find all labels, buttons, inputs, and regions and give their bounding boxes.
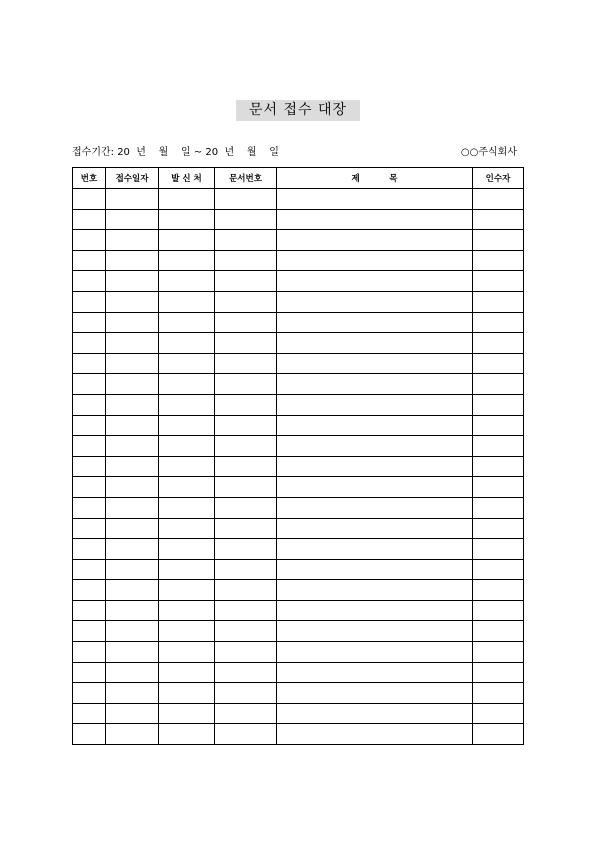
cell-subject — [277, 580, 473, 601]
cell-recipient — [473, 374, 524, 395]
cell-document-number — [215, 209, 277, 230]
cell-document-number — [215, 539, 277, 560]
cell-receipt-date — [106, 209, 159, 230]
cell-recipient — [473, 559, 524, 580]
header-receipt-date: 접수일자 — [106, 168, 159, 189]
cell-receipt-date — [106, 353, 159, 374]
cell-number — [73, 724, 106, 745]
cell-subject — [277, 600, 473, 621]
cell-subject — [277, 436, 473, 457]
cell-sender — [159, 724, 215, 745]
cell-subject — [277, 230, 473, 251]
cell-number — [73, 209, 106, 230]
cell-recipient — [473, 724, 524, 745]
cell-sender — [159, 703, 215, 724]
cell-sender — [159, 600, 215, 621]
reception-period: 접수기간: 20 년 월 일 ~ 20 년 월 일 — [72, 147, 279, 158]
table-row — [73, 662, 524, 683]
cell-receipt-date — [106, 312, 159, 333]
cell-number — [73, 497, 106, 518]
cell-recipient — [473, 209, 524, 230]
table-row — [73, 518, 524, 539]
cell-receipt-date — [106, 477, 159, 498]
cell-receipt-date — [106, 271, 159, 292]
table-row — [73, 683, 524, 704]
cell-document-number — [215, 230, 277, 251]
cell-number — [73, 600, 106, 621]
table-row — [73, 230, 524, 251]
cell-receipt-date — [106, 415, 159, 436]
cell-subject — [277, 291, 473, 312]
cell-number — [73, 250, 106, 271]
cell-recipient — [473, 436, 524, 457]
cell-sender — [159, 394, 215, 415]
cell-receipt-date — [106, 497, 159, 518]
cell-number — [73, 580, 106, 601]
cell-number — [73, 456, 106, 477]
cell-subject — [277, 621, 473, 642]
cell-subject — [277, 703, 473, 724]
cell-recipient — [473, 415, 524, 436]
table-row — [73, 353, 524, 374]
cell-number — [73, 559, 106, 580]
header-number: 번호 — [73, 168, 106, 189]
cell-recipient — [473, 683, 524, 704]
table-header-row — [73, 168, 524, 189]
table-row — [73, 374, 524, 395]
cell-document-number — [215, 621, 277, 642]
cell-receipt-date — [106, 456, 159, 477]
cell-recipient — [473, 662, 524, 683]
cell-number — [73, 621, 106, 642]
cell-document-number — [215, 415, 277, 436]
cell-subject — [277, 559, 473, 580]
cell-recipient — [473, 600, 524, 621]
cell-recipient — [473, 230, 524, 251]
cell-document-number — [215, 333, 277, 354]
cell-subject — [277, 497, 473, 518]
cell-sender — [159, 312, 215, 333]
table-body — [73, 189, 524, 745]
header-recipient: 인수자 — [473, 168, 524, 189]
cell-receipt-date — [106, 291, 159, 312]
cell-number — [73, 662, 106, 683]
cell-subject — [277, 374, 473, 395]
cell-sender — [159, 497, 215, 518]
cell-number — [73, 642, 106, 663]
cell-document-number — [215, 600, 277, 621]
cell-receipt-date — [106, 642, 159, 663]
cell-receipt-date — [106, 559, 159, 580]
cell-document-number — [215, 683, 277, 704]
cell-recipient — [473, 497, 524, 518]
cell-sender — [159, 621, 215, 642]
cell-receipt-date — [106, 621, 159, 642]
cell-document-number — [215, 374, 277, 395]
cell-sender — [159, 353, 215, 374]
cell-sender — [159, 539, 215, 560]
cell-receipt-date — [106, 250, 159, 271]
table-row — [73, 291, 524, 312]
cell-number — [73, 436, 106, 457]
cell-sender — [159, 477, 215, 498]
cell-subject — [277, 539, 473, 560]
cell-sender — [159, 291, 215, 312]
cell-receipt-date — [106, 394, 159, 415]
cell-sender — [159, 662, 215, 683]
cell-number — [73, 374, 106, 395]
cell-number — [73, 189, 106, 210]
cell-subject — [277, 353, 473, 374]
cell-sender — [159, 559, 215, 580]
cell-recipient — [473, 291, 524, 312]
cell-recipient — [473, 539, 524, 560]
cell-sender — [159, 518, 215, 539]
cell-document-number — [215, 312, 277, 333]
cell-document-number — [215, 518, 277, 539]
cell-number — [73, 683, 106, 704]
cell-number — [73, 539, 106, 560]
cell-sender — [159, 580, 215, 601]
cell-subject — [277, 189, 473, 210]
cell-recipient — [473, 271, 524, 292]
cell-document-number — [215, 703, 277, 724]
cell-number — [73, 333, 106, 354]
company-name: ○○주식회사 — [460, 147, 517, 158]
cell-recipient — [473, 518, 524, 539]
cell-document-number — [215, 477, 277, 498]
cell-recipient — [473, 312, 524, 333]
cell-document-number — [215, 580, 277, 601]
table-row — [73, 724, 524, 745]
cell-number — [73, 312, 106, 333]
cell-receipt-date — [106, 539, 159, 560]
cell-recipient — [473, 456, 524, 477]
cell-number — [73, 394, 106, 415]
info-line — [72, 145, 523, 161]
cell-document-number — [215, 250, 277, 271]
cell-subject — [277, 312, 473, 333]
cell-number — [73, 518, 106, 539]
cell-subject — [277, 271, 473, 292]
cell-sender — [159, 333, 215, 354]
cell-sender — [159, 209, 215, 230]
cell-number — [73, 415, 106, 436]
cell-recipient — [473, 580, 524, 601]
table-row — [73, 333, 524, 354]
cell-document-number — [215, 353, 277, 374]
cell-subject — [277, 642, 473, 663]
cell-recipient — [473, 394, 524, 415]
table-row — [73, 477, 524, 498]
cell-recipient — [473, 621, 524, 642]
cell-sender — [159, 189, 215, 210]
table-row — [73, 600, 524, 621]
cell-document-number — [215, 559, 277, 580]
table-row — [73, 271, 524, 292]
table-row — [73, 703, 524, 724]
cell-number — [73, 703, 106, 724]
cell-sender — [159, 230, 215, 251]
cell-number — [73, 477, 106, 498]
table-row — [73, 394, 524, 415]
cell-recipient — [473, 333, 524, 354]
cell-subject — [277, 415, 473, 436]
table-row — [73, 621, 524, 642]
cell-recipient — [473, 642, 524, 663]
cell-receipt-date — [106, 662, 159, 683]
cell-document-number — [215, 724, 277, 745]
cell-subject — [277, 518, 473, 539]
cell-receipt-date — [106, 580, 159, 601]
header-sender: 발 신 처 — [159, 168, 215, 189]
cell-document-number — [215, 394, 277, 415]
cell-number — [73, 291, 106, 312]
cell-sender — [159, 456, 215, 477]
document-title: 문서 접수 대장 — [236, 100, 360, 121]
cell-document-number — [215, 456, 277, 477]
cell-receipt-date — [106, 333, 159, 354]
table-row — [73, 580, 524, 601]
receipt-ledger-table — [72, 167, 524, 745]
table-row — [73, 559, 524, 580]
cell-receipt-date — [106, 683, 159, 704]
cell-subject — [277, 209, 473, 230]
cell-receipt-date — [106, 724, 159, 745]
cell-receipt-date — [106, 518, 159, 539]
cell-receipt-date — [106, 374, 159, 395]
cell-sender — [159, 374, 215, 395]
table-row — [73, 539, 524, 560]
cell-document-number — [215, 662, 277, 683]
table-row — [73, 209, 524, 230]
cell-sender — [159, 642, 215, 663]
table-row — [73, 436, 524, 457]
cell-recipient — [473, 703, 524, 724]
table-row — [73, 642, 524, 663]
cell-sender — [159, 271, 215, 292]
cell-receipt-date — [106, 230, 159, 251]
cell-subject — [277, 333, 473, 354]
table-row — [73, 497, 524, 518]
table-row — [73, 415, 524, 436]
cell-sender — [159, 415, 215, 436]
table-row — [73, 456, 524, 477]
cell-subject — [277, 662, 473, 683]
cell-document-number — [215, 291, 277, 312]
cell-recipient — [473, 250, 524, 271]
cell-subject — [277, 724, 473, 745]
cell-subject — [277, 394, 473, 415]
cell-number — [73, 230, 106, 251]
cell-document-number — [215, 497, 277, 518]
cell-document-number — [215, 271, 277, 292]
cell-receipt-date — [106, 600, 159, 621]
cell-receipt-date — [106, 703, 159, 724]
cell-subject — [277, 683, 473, 704]
cell-number — [73, 271, 106, 292]
cell-sender — [159, 436, 215, 457]
header-subject: 제 목 — [277, 168, 473, 189]
cell-recipient — [473, 353, 524, 374]
header-document-number: 문서번호 — [215, 168, 277, 189]
cell-number — [73, 353, 106, 374]
table-row — [73, 189, 524, 210]
table-row — [73, 250, 524, 271]
cell-recipient — [473, 189, 524, 210]
cell-recipient — [473, 477, 524, 498]
cell-sender — [159, 683, 215, 704]
cell-receipt-date — [106, 189, 159, 210]
cell-receipt-date — [106, 436, 159, 457]
table-row — [73, 312, 524, 333]
cell-document-number — [215, 436, 277, 457]
cell-subject — [277, 477, 473, 498]
cell-sender — [159, 250, 215, 271]
cell-subject — [277, 456, 473, 477]
cell-document-number — [215, 642, 277, 663]
cell-document-number — [215, 189, 277, 210]
cell-subject — [277, 250, 473, 271]
